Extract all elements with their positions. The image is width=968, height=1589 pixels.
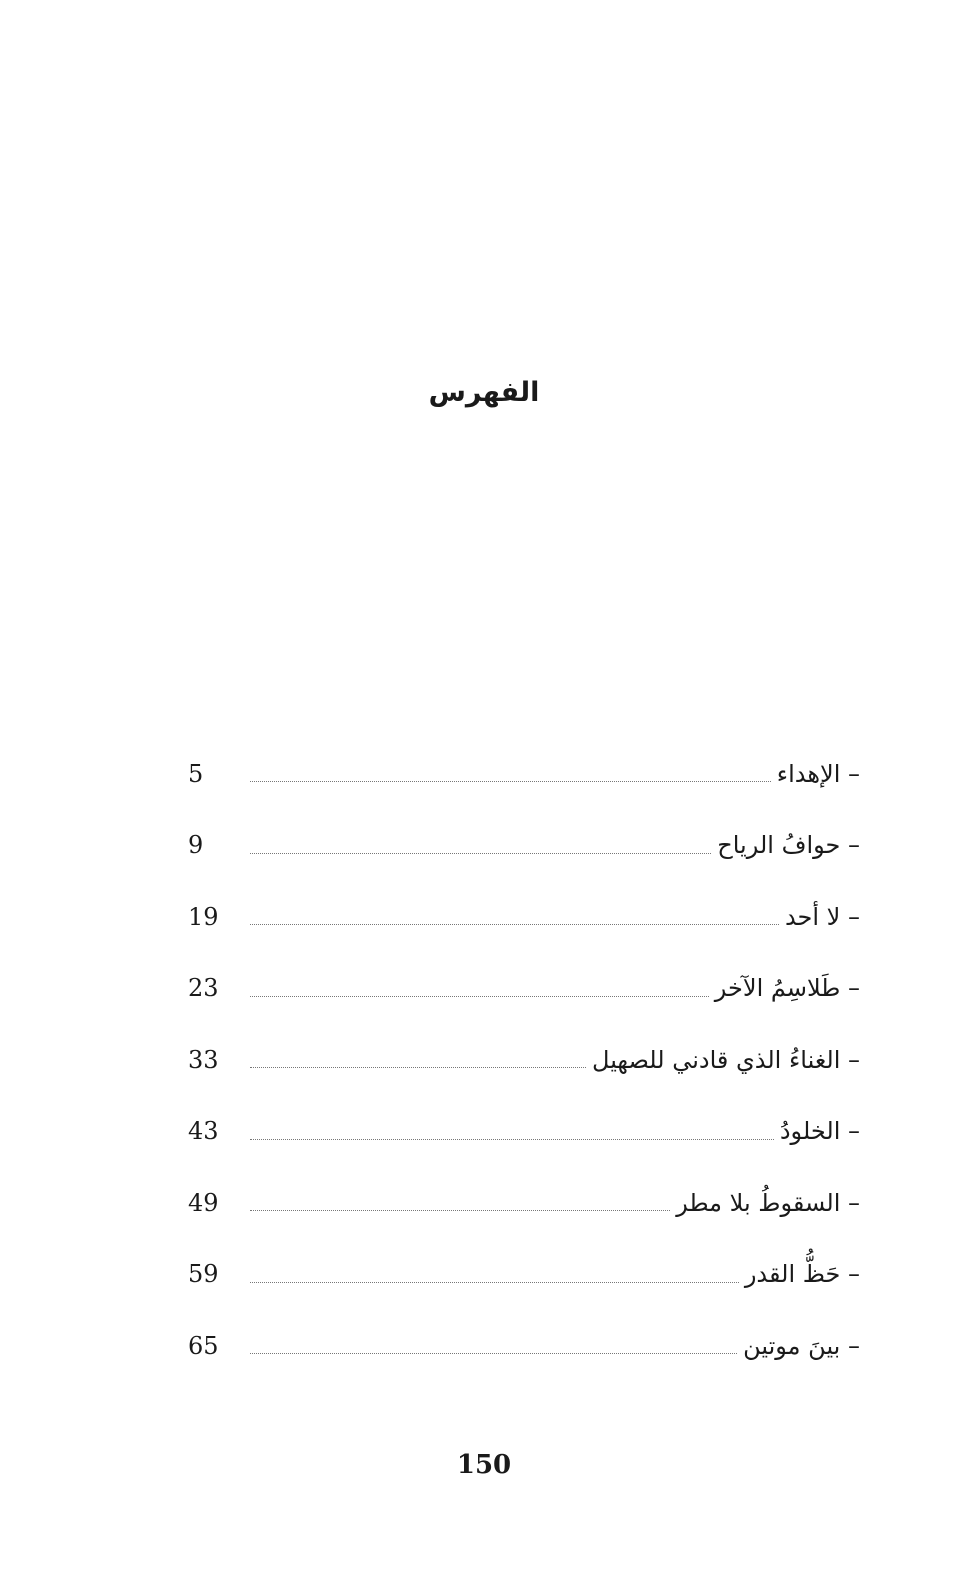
toc-entry-title: – حَظُّ القدر — [744, 1260, 860, 1289]
toc-leader-dots — [250, 1139, 774, 1140]
toc-entry — [188, 1024, 860, 1096]
toc-entry-title: – حوافُ الرياح — [717, 831, 860, 860]
toc-entry-page: 9 — [188, 831, 204, 860]
toc-leader-dots — [250, 996, 709, 997]
toc-entry-title: – طَلاسِمُ الآخر — [714, 974, 860, 1003]
toc-leader-dots — [250, 924, 779, 925]
toc-entry-page: 5 — [188, 759, 204, 788]
toc-entry — [188, 810, 860, 882]
toc-leader-dots — [250, 1067, 586, 1068]
toc-entry — [188, 738, 860, 810]
toc-entry — [188, 1167, 860, 1239]
toc-entry-title: – الخلودُ — [779, 1117, 860, 1146]
toc-leader-dots — [250, 1210, 670, 1211]
page-title: الفهرس — [428, 377, 540, 409]
toc-entry-title: – السقوطُ بلا مطر — [676, 1188, 860, 1217]
toc-entry — [188, 1096, 860, 1168]
toc-entry-title: – الإهداء — [776, 759, 860, 788]
toc-entry-page: 23 — [188, 974, 219, 1003]
toc-entry-page: 43 — [188, 1117, 219, 1146]
toc-entry-page: 33 — [188, 1045, 219, 1074]
toc-entry — [188, 953, 860, 1025]
page-number: 150 — [456, 1450, 512, 1480]
toc-entry — [188, 881, 860, 953]
toc-entry — [188, 1310, 860, 1382]
toc-entry-title: – الغناءُ الذي قادني للصهيل — [592, 1045, 860, 1074]
toc-entry-title: – بينَ موتين — [743, 1331, 860, 1360]
toc-entry-page: 59 — [188, 1260, 219, 1289]
toc-leader-dots — [250, 781, 771, 782]
toc-entry-page: 49 — [188, 1188, 219, 1217]
toc-entry — [188, 1239, 860, 1311]
toc-leader-dots — [250, 853, 711, 854]
toc-leader-dots — [250, 1353, 737, 1354]
toc-leader-dots — [250, 1282, 739, 1283]
toc-entry-title: – لا أحد — [784, 902, 860, 931]
toc-entry-page: 65 — [188, 1331, 219, 1360]
toc-entry-page: 19 — [188, 902, 219, 931]
table-of-contents — [188, 738, 860, 1382]
